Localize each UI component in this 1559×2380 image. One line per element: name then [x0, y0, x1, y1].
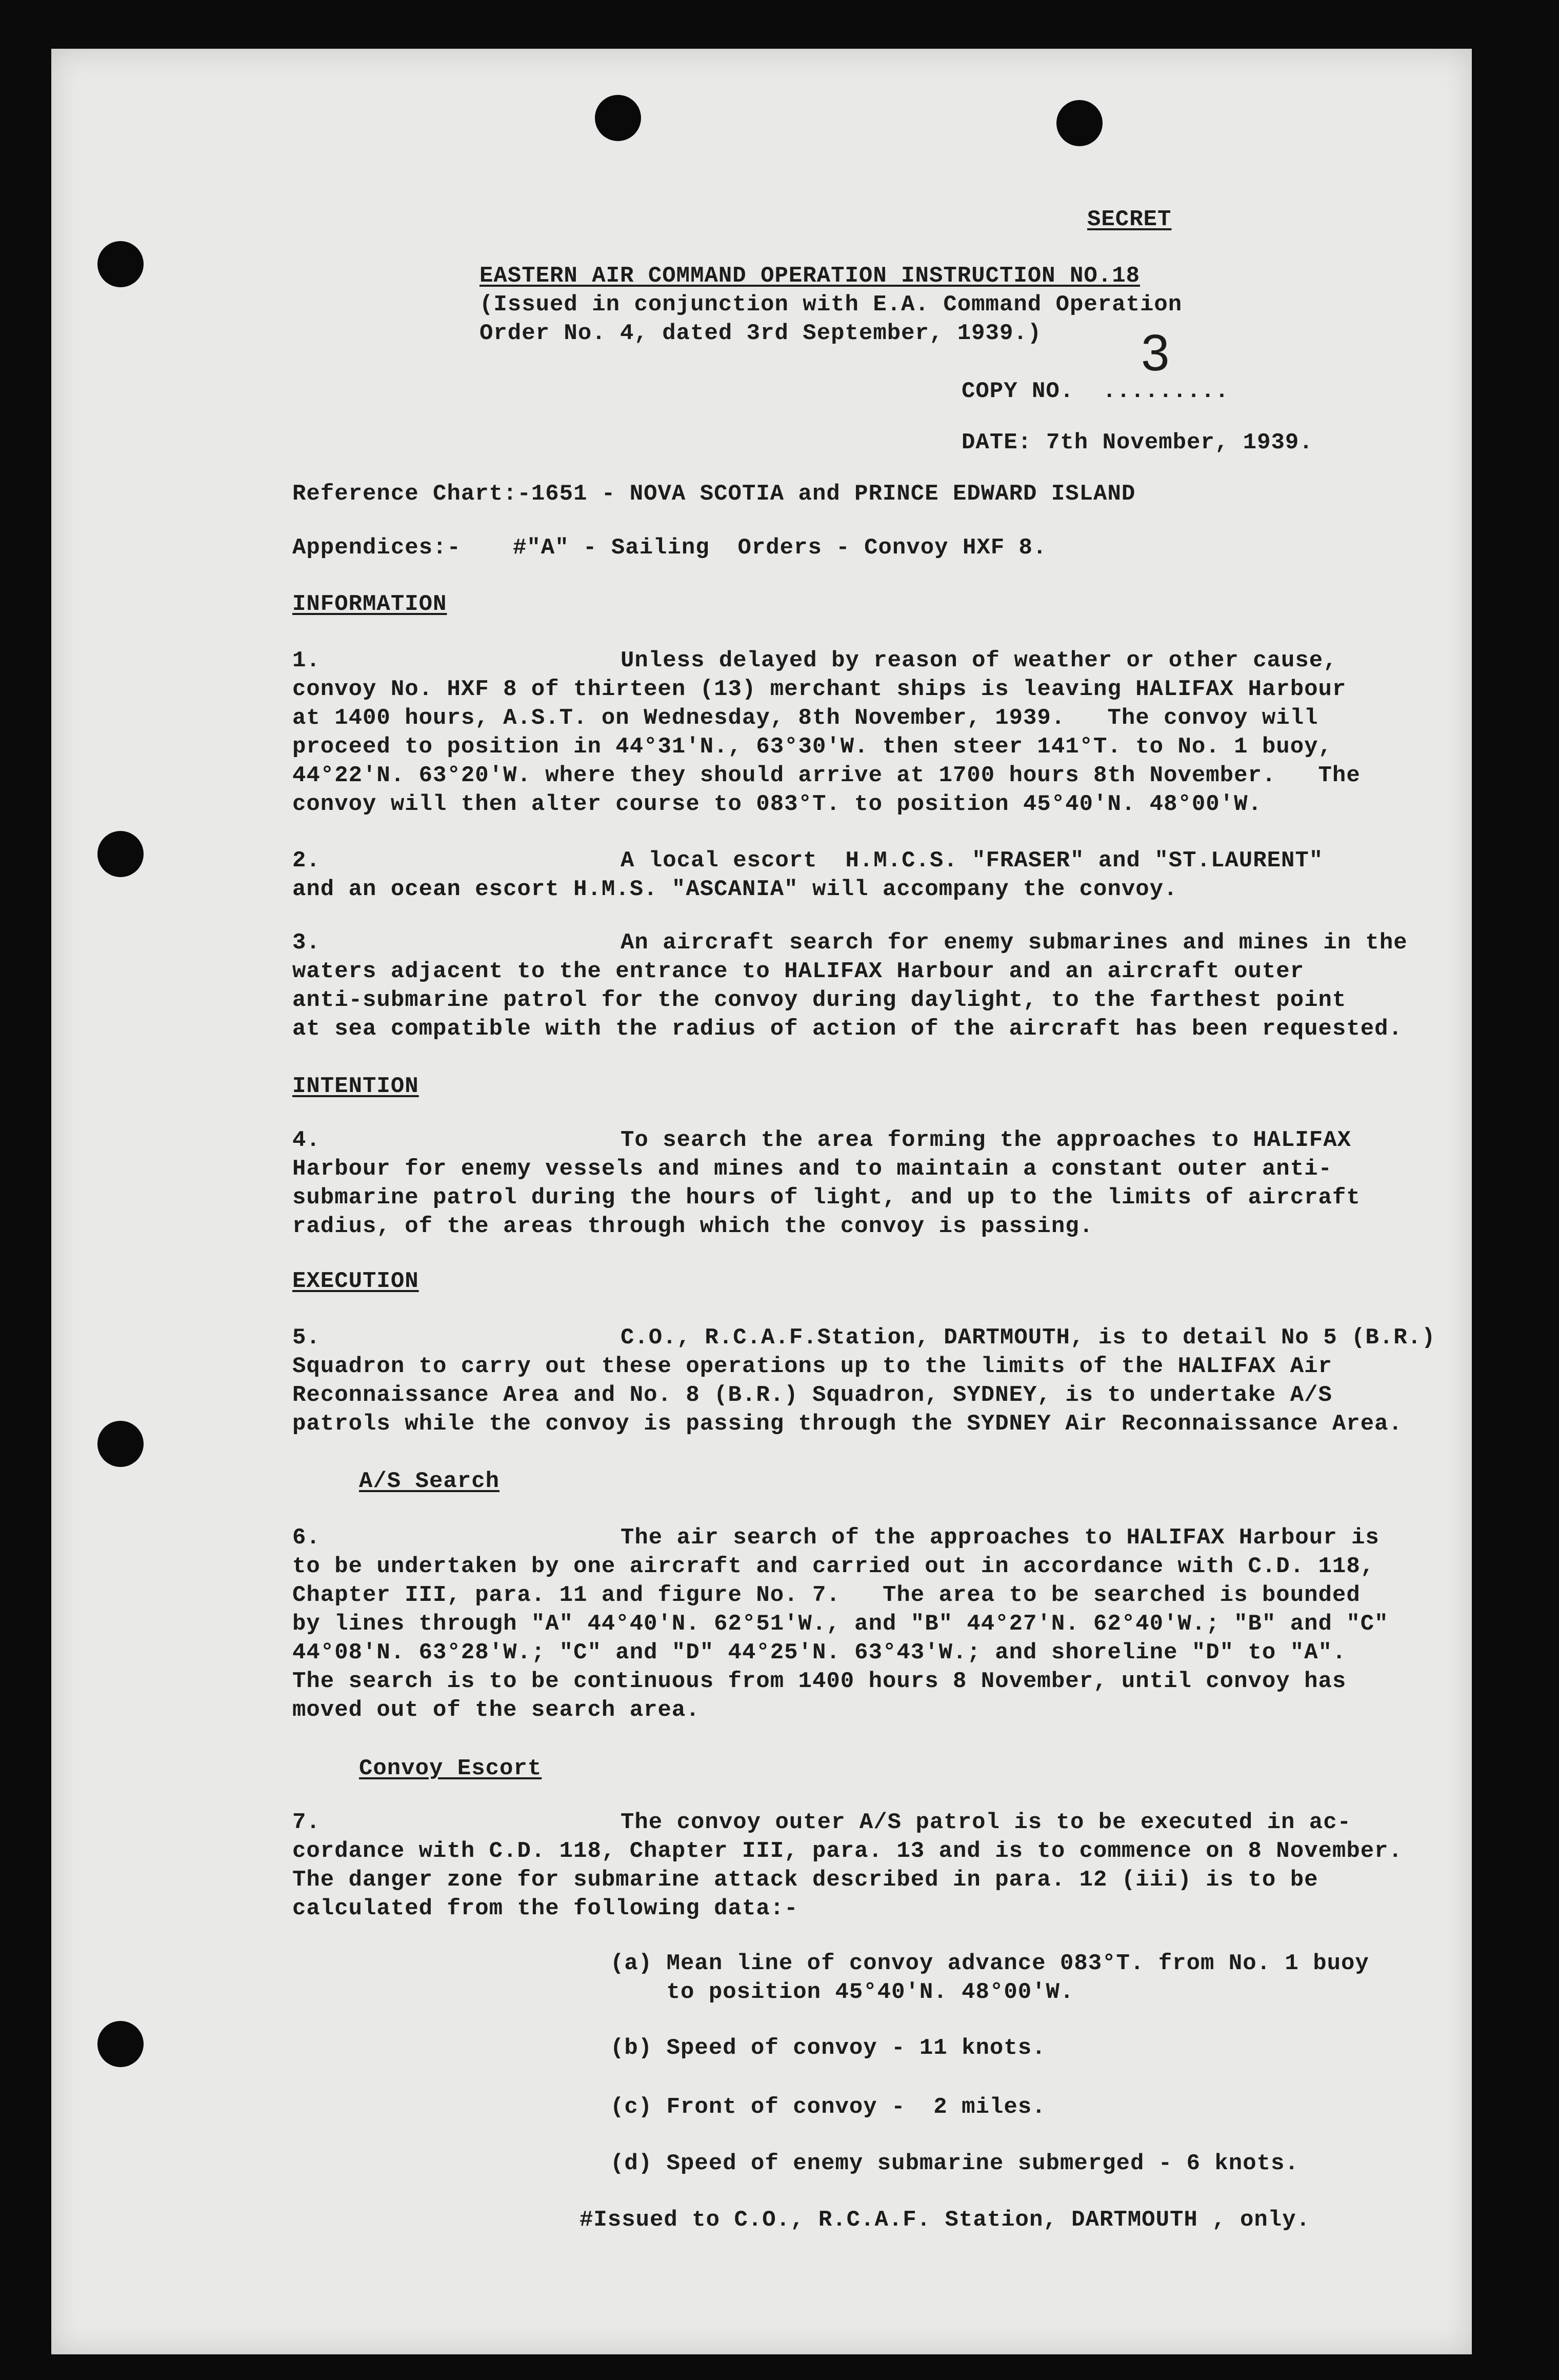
para-4-line: submarine patrol during the hours of light, and up to the limits of aircraft	[292, 1185, 1361, 1211]
heading-intention: INTENTION	[292, 1074, 419, 1099]
date-value: 7th November, 1939.	[1046, 430, 1313, 455]
para-1-number: 1.	[292, 648, 321, 673]
para-6-line: by lines through "A" 44°40'N. 62°51'W., and "B" 44°27'N. 62°40'W.; "B" and "C"	[292, 1611, 1389, 1637]
para-6-line: 44°08'N. 63°28'W.; "C" and "D" 44°25'N. 63°43'W.; and shoreline "D" to "A".	[292, 1640, 1347, 1665]
para-1-line: 44°22'N. 63°20'W. where they should arrive at 1700 hours 8th November. The	[292, 763, 1361, 788]
para-6-line: The search is to be continuous from 1400 hours 8 November, until convoy has	[292, 1669, 1347, 1694]
para-7-number: 7.	[292, 1810, 321, 1835]
para-2-line: and an ocean escort H.M.S. "ASCANIA" will accompany the convoy.	[292, 877, 1178, 902]
para-7-line: The danger zone for submarine attack described in para. 12 (iii) is to be	[292, 1867, 1318, 1893]
list-item: (a) Mean line of convoy advance 083°T. from No. 1 buoy	[610, 1951, 1369, 1976]
heading-information: INFORMATION	[292, 591, 447, 617]
copy-label: COPY NO.	[962, 379, 1074, 404]
copy-dots: .........	[1103, 379, 1229, 404]
para-1-line: Unless delayed by reason of weather or other cause,	[621, 648, 1337, 673]
date-label: DATE:	[962, 430, 1032, 455]
para-1-line: proceed to position in 44°31'N., 63°30'W. then steer 141°T. to No. 1 buoy,	[292, 734, 1332, 760]
para-1-line: at 1400 hours, A.S.T. on Wednesday, 8th November, 1939. The convoy will	[292, 705, 1318, 731]
list-item: (c) Front of convoy - 2 miles.	[610, 2094, 1046, 2120]
para-4-line: To search the area forming the approaches to HALIFAX	[621, 1127, 1352, 1153]
punch-hole	[97, 241, 144, 287]
para-6-line: moved out of the search area.	[292, 1697, 700, 1723]
para-2-number: 2.	[292, 848, 321, 874]
para-5-line: C.O., R.C.A.F.Station, DARTMOUTH, is to detail No 5 (B.R.)	[621, 1325, 1436, 1351]
subtitle-2: Order No. 4, dated 3rd September, 1939.)	[479, 321, 1042, 346]
heading-as-search: A/S Search	[359, 1469, 500, 1494]
list-item: to position 45°40'N. 48°00'W.	[610, 1979, 1074, 2005]
heading-convoy-escort: Convoy Escort	[359, 1756, 542, 1781]
para-3-number: 3.	[292, 930, 321, 956]
para-4-number: 4.	[292, 1127, 321, 1153]
para-5-line: Squadron to carry out these operations up to the limits of the HALIFAX Air	[292, 1354, 1332, 1379]
para-3-line: at sea compatible with the radius of action of the aircraft has been requested.	[292, 1016, 1403, 1042]
punch-hole	[595, 95, 641, 141]
para-7-line: calculated from the following data:-	[292, 1896, 798, 1921]
subtitle-1: (Issued in conjunction with E.A. Command Operation	[479, 292, 1183, 318]
punch-hole	[1056, 100, 1103, 146]
appendices-value: #"A" - Sailing Orders - Convoy HXF 8.	[513, 535, 1047, 561]
title: EASTERN AIR COMMAND OPERATION INSTRUCTION NO.18	[479, 263, 1141, 289]
list-item: (b) Speed of convoy - 11 knots.	[610, 2035, 1046, 2061]
para-6-line: to be undertaken by one aircraft and carried out in accordance with C.D. 118,	[292, 1554, 1375, 1579]
appendices-label: Appendices:-	[292, 535, 461, 561]
para-4-line: Harbour for enemy vessels and mines and to maintain a constant outer anti-	[292, 1156, 1332, 1182]
reference-chart: Reference Chart:-1651 - NOVA SCOTIA and PRINCE EDWARD ISLAND	[292, 481, 1136, 507]
para-6-number: 6.	[292, 1525, 321, 1551]
para-2-line: A local escort H.M.C.S. "FRASER" and "ST.LAURENT"	[621, 848, 1324, 874]
para-4-line: radius, of the areas through which the convoy is passing.	[292, 1214, 1094, 1239]
para-7-line: cordance with C.D. 118, Chapter III, para. 13 and is to commence on 8 November.	[292, 1838, 1403, 1864]
para-3-line: waters adjacent to the entrance to HALIFAX Harbour and an aircraft outer	[292, 959, 1305, 984]
para-1-line: convoy will then alter course to 083°T. to position 45°40'N. 48°00'W.	[292, 791, 1262, 817]
footnote: #Issued to C.O., R.C.A.F. Station, DARTMOUTH , only.	[579, 2207, 1311, 2233]
para-6-line: The air search of the approaches to HALIFAX Harbour is	[621, 1525, 1380, 1551]
copy-number: 3	[1141, 324, 1170, 382]
list-item: (d) Speed of enemy submarine submerged - 6 knots.	[610, 2151, 1299, 2176]
classification: SECRET	[1087, 207, 1172, 232]
punch-hole	[97, 1421, 144, 1467]
para-6-line: Chapter III, para. 11 and figure No. 7. The area to be searched is bounded	[292, 1582, 1361, 1608]
para-3-line: An aircraft search for enemy submarines and mines in the	[621, 930, 1408, 956]
heading-execution: EXECUTION	[292, 1268, 419, 1294]
para-7-line: The convoy outer A/S patrol is to be executed in ac-	[621, 1810, 1352, 1835]
punch-hole	[97, 831, 144, 877]
para-5-line: patrols while the convoy is passing through the SYDNEY Air Reconnaissance Area.	[292, 1411, 1403, 1437]
para-5-number: 5.	[292, 1325, 321, 1351]
para-5-line: Reconnaissance Area and No. 8 (B.R.) Squadron, SYDNEY, is to undertake A/S	[292, 1382, 1332, 1408]
para-3-line: anti-submarine patrol for the convoy during daylight, to the farthest point	[292, 987, 1347, 1013]
punch-hole	[97, 2021, 144, 2067]
para-1-line: convoy No. HXF 8 of thirteen (13) merchant ships is leaving HALIFAX Harbour	[292, 677, 1347, 702]
